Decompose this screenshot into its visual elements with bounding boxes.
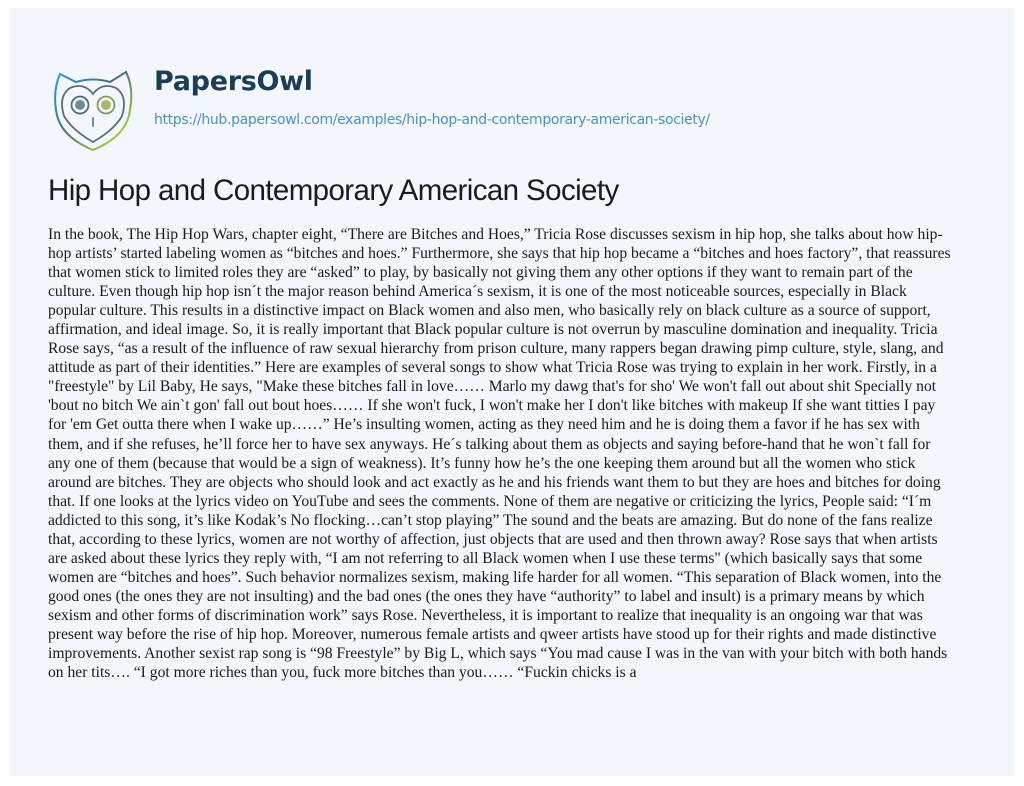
document-card [10, 8, 1014, 776]
body-line: affirmation, and ideal image. So, it is really important that Black popular culture is not overrun by masculine domination and inequality. Tricia [48, 321, 938, 339]
article-body [48, 225, 1008, 682]
body-line: for 'em Get outta there when I wake up……” He’s insulting women, acting as they need him and he is doing them a favor if he has sex with [48, 416, 920, 434]
body-line: hop artists’ started labeling women as “bitches and hoes.” Furthermore, she says that hip hop became a “bitches and hoes factory”, that reassures [48, 245, 951, 263]
body-line: sexism and other forms of discrimination work” says Rose. Nevertheless, it is important to realize that inequality is an ongoing war that was [48, 606, 923, 624]
body-line: are asked about these lyrics they reply with, “I am not referring to all Black women when I use these terms" (which basically says that some [48, 549, 923, 567]
body-line: on her tits…. “I got more riches than you, fuck more bitches than you…… “Fuckin chicks is a [48, 664, 637, 682]
page-title: Hip Hop and Contemporary American Society [48, 174, 619, 207]
body-line: around are bitches. They are objects who should look and act exactly as he and his friends want them to but they are hoes and bitches for doing [48, 473, 941, 491]
page-url-link[interactable]: https://hub.papersowl.com/examples/hip-hop-and-contemporary-american-society/ [154, 112, 710, 128]
body-line: addicted to this song, it’s like Kodak’s No flocking…can’t stop playing” The sound and the beats are amazing. But do none of the fans realize [48, 511, 933, 529]
body-line: women are “bitches and hoes”. Such behavior normalizes sexism, making life harder for all women. “This separation of Black women, into the [48, 568, 942, 586]
brand-name[interactable]: PapersOwl [154, 66, 313, 97]
body-line: culture. Even though hip hop isn´t the major reason behind America´s sexism, it is one of the most noticeable sources, especially in Black [48, 283, 907, 301]
site-header [10, 8, 1014, 153]
body-line: In the book, The Hip Hop Wars, chapter eight, “There are Bitches and Hoes,” Tricia Rose discusses sexism in hip hop, she talks about how hip- [48, 226, 943, 243]
body-line: present way before the rise of hip hop. Moreover, numerous female artists and qweer artists have stood up for their rights and made distinctive [48, 625, 937, 643]
body-line: 'bout no bitch We ain`t gon' fall out bout hoes…… If she won't fuck, I won't make her I don't like bitches with makeup If she want titties I pay [48, 397, 936, 415]
body-line: attitude as part of their identities.” Here are examples of several songs to show what Tricia Rose was trying to explain in her work. Firstly, in a [48, 359, 937, 377]
body-line: that. If one looks at the lyrics video on YouTube and sees the comments. None of them are negative or criticizing the lyrics, People said: “I´m [48, 492, 932, 510]
body-line: popular culture. This results in a distinctive impact on Black women and also men, who basically rely on black culture as a source of support, [48, 302, 931, 320]
owl-logo-icon [50, 66, 136, 154]
body-line: that women stick to limited roles they are “asked” to play, by basically not giving them any other options if they want to remain part of the [48, 264, 913, 282]
body-line: improvements. Another sexist rap song is “98 Freestyle” by Big L, which says “You mad cause I was in the van with your bitch with both hands [48, 645, 948, 663]
body-line: any one of them (because that would be a sign of weakness). It’s funny how he’s the one keeping them around but all the women who stick [48, 454, 916, 472]
body-line: good ones (the ones they are not insulting) and the bad ones (the ones they have “authority” to label and insult) is a primary means by which [48, 587, 925, 605]
body-line: that, according to these lyrics, women are not worthy of affection, just objects that are used and then thrown away? Rose says that when artists [48, 530, 938, 548]
body-line: Rose says, “as a result of the influence of raw sexual hierarchy from prison culture, many rappers began drawing pimp culture, style, slang, and [48, 340, 944, 358]
body-line: them, and if she refuses, he’ll force her to have sex anyways. He´s talking about them as objects and saying before-hand that he won`t fall for [48, 435, 931, 453]
body-line: "freestyle" by Lil Baby, He says, "Make these bitches fall in love…… Marlo my dawg that's for sho' We won't fall out about shit Specially not [48, 378, 937, 396]
